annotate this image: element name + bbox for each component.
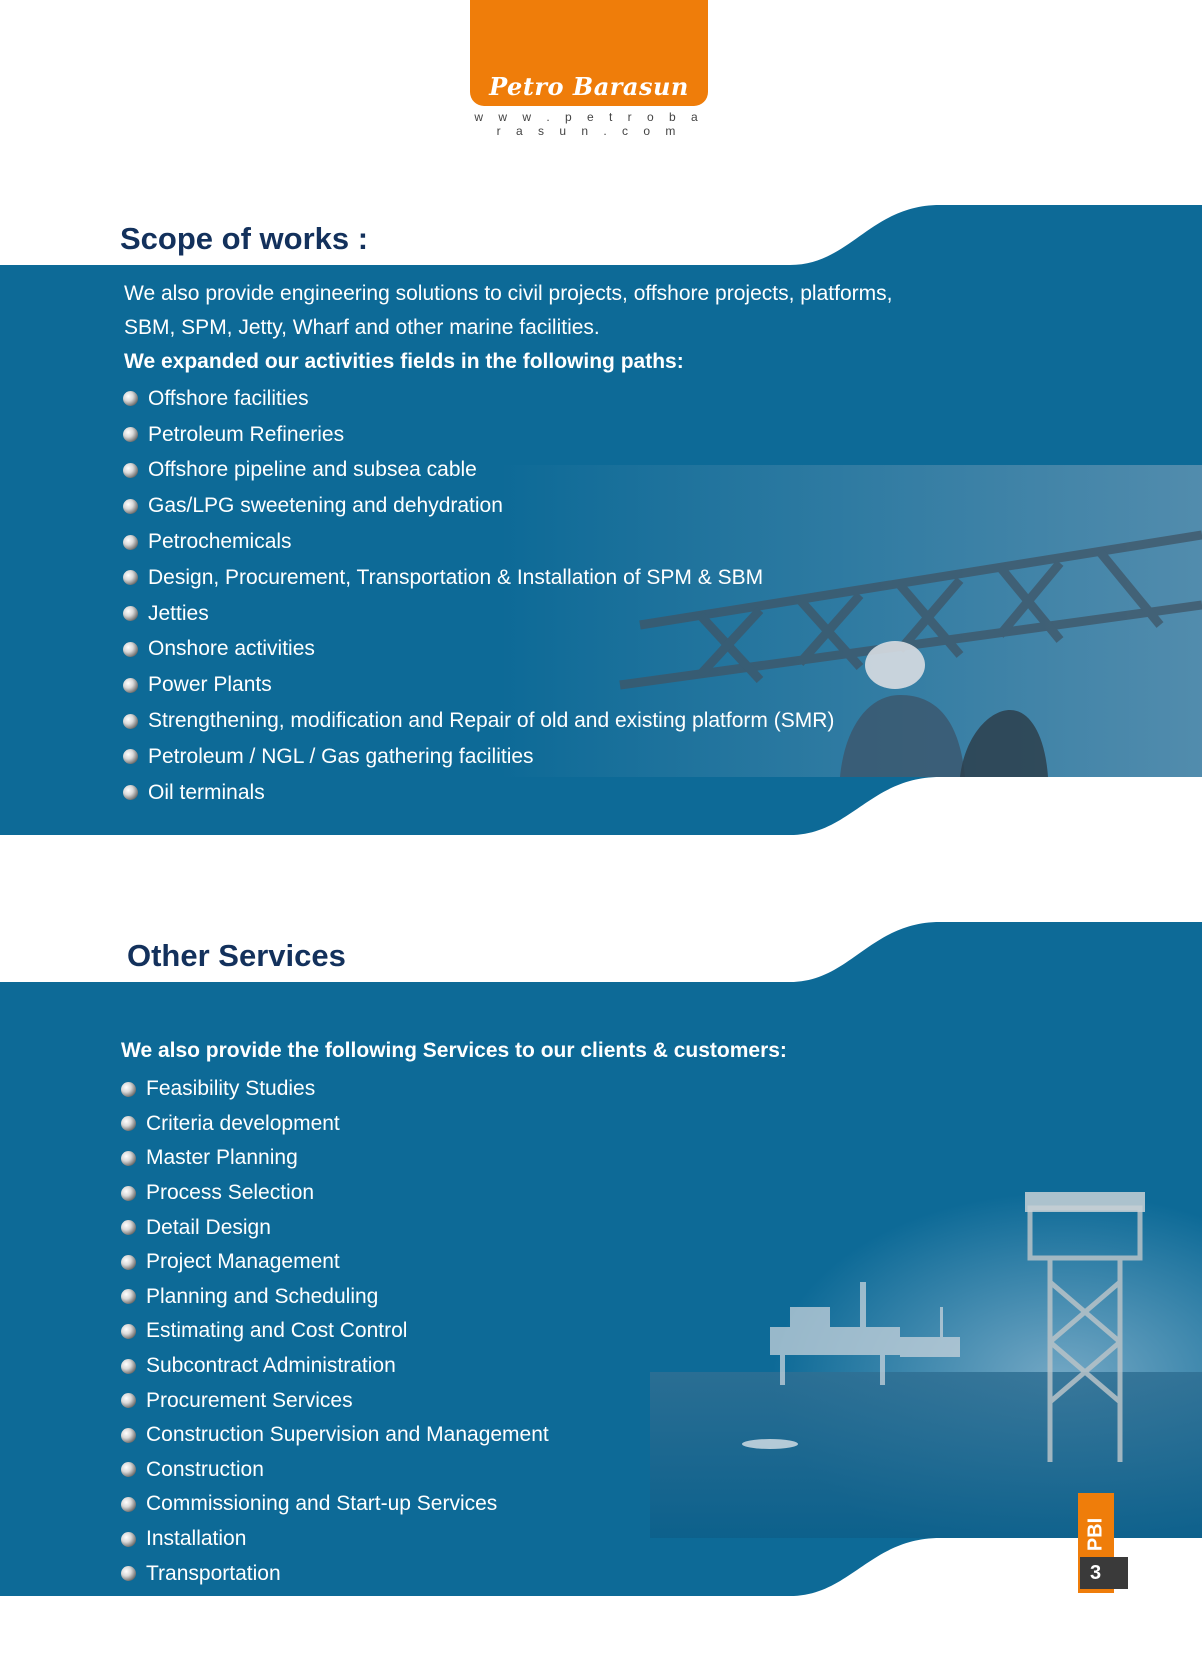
bullet-icon (121, 1220, 136, 1235)
list-item: Master Planning (121, 1141, 549, 1176)
bullet-icon (123, 785, 138, 800)
list-item: Petroleum Refineries (123, 417, 834, 453)
list-item: Project Management (121, 1245, 549, 1280)
list-item: Design, Procurement, Transportation & Installation of SPM & SBM (123, 560, 834, 596)
list-item: Commissioning and Start-up Services (121, 1487, 549, 1522)
list-item: Detail Design (121, 1210, 549, 1245)
bullet-icon (121, 1324, 136, 1339)
list-item: Process Selection (121, 1176, 549, 1211)
bullet-icon (121, 1116, 136, 1131)
list-item: Procurement Services (121, 1383, 549, 1418)
list-item: Criteria development (121, 1107, 549, 1142)
list-item: Offshore pipeline and subsea cable (123, 453, 834, 489)
bullet-icon (123, 535, 138, 550)
bullet-icon (123, 714, 138, 729)
list-item: Construction Supervision and Management (121, 1418, 549, 1453)
brand-name: Petro Barasun (489, 72, 689, 101)
list-item: Petroleum / NGL / Gas gathering facilities (123, 739, 834, 775)
pbi-label: PBI (1084, 1517, 1107, 1552)
services-title: Other Services (127, 938, 346, 973)
bullet-icon (121, 1497, 136, 1512)
scope-intro-line-1: We also provide engineering solutions to civil projects, offshore projects, platforms, (124, 282, 893, 305)
bullet-icon (123, 678, 138, 693)
list-item: Installation (121, 1522, 549, 1557)
page-number: 3 (1080, 1557, 1128, 1589)
list-item: Power Plants (123, 667, 834, 703)
scope-title: Scope of works : (120, 221, 369, 256)
bullet-icon (123, 463, 138, 478)
bullet-icon (123, 499, 138, 514)
bullet-icon (123, 391, 138, 406)
services-lead: We also provide the following Services to our clients & customers: (121, 1039, 787, 1062)
bullet-icon (123, 642, 138, 657)
brand-logo (470, 0, 708, 106)
website-url: w w w . p e t r o b a r a s u n . c o m (474, 110, 704, 138)
bullet-icon (121, 1289, 136, 1304)
services-list (121, 1072, 549, 1591)
offshore-platform-photo (560, 1122, 1202, 1538)
scope-section (0, 205, 1202, 835)
list-item: Transportation (121, 1556, 549, 1591)
list-item: Planning and Scheduling (121, 1280, 549, 1315)
bullet-icon (121, 1151, 136, 1166)
bullet-icon (121, 1082, 136, 1097)
bullet-icon (121, 1462, 136, 1477)
list-item: Jetties (123, 596, 834, 632)
list-item: Oil terminals (123, 775, 834, 811)
list-item: Subcontract Administration (121, 1349, 549, 1384)
services-section (0, 922, 1202, 1596)
scope-intro-line-2: SBM, SPM, Jetty, Wharf and other marine facilities. (124, 316, 600, 339)
bullet-icon (121, 1186, 136, 1201)
list-item: Onshore activities (123, 632, 834, 668)
bullet-icon (121, 1255, 136, 1270)
list-item: Strengthening, modification and Repair of old and existing platform (SMR) (123, 703, 834, 739)
list-item: Estimating and Cost Control (121, 1314, 549, 1349)
bullet-icon (123, 570, 138, 585)
list-item: Construction (121, 1453, 549, 1488)
list-item: Offshore facilities (123, 381, 834, 417)
scope-lead: We expanded our activities fields in the following paths: (124, 350, 684, 373)
bullet-icon (123, 427, 138, 442)
bullet-icon (121, 1532, 136, 1547)
bullet-icon (123, 606, 138, 621)
bullet-icon (121, 1566, 136, 1581)
bullet-icon (121, 1359, 136, 1374)
list-item: Gas/LPG sweetening and dehydration (123, 488, 834, 524)
bullet-icon (123, 749, 138, 764)
scope-list (123, 381, 834, 811)
list-item: Petrochemicals (123, 524, 834, 560)
bullet-icon (121, 1393, 136, 1408)
bullet-icon (121, 1428, 136, 1443)
list-item: Feasibility Studies (121, 1072, 549, 1107)
